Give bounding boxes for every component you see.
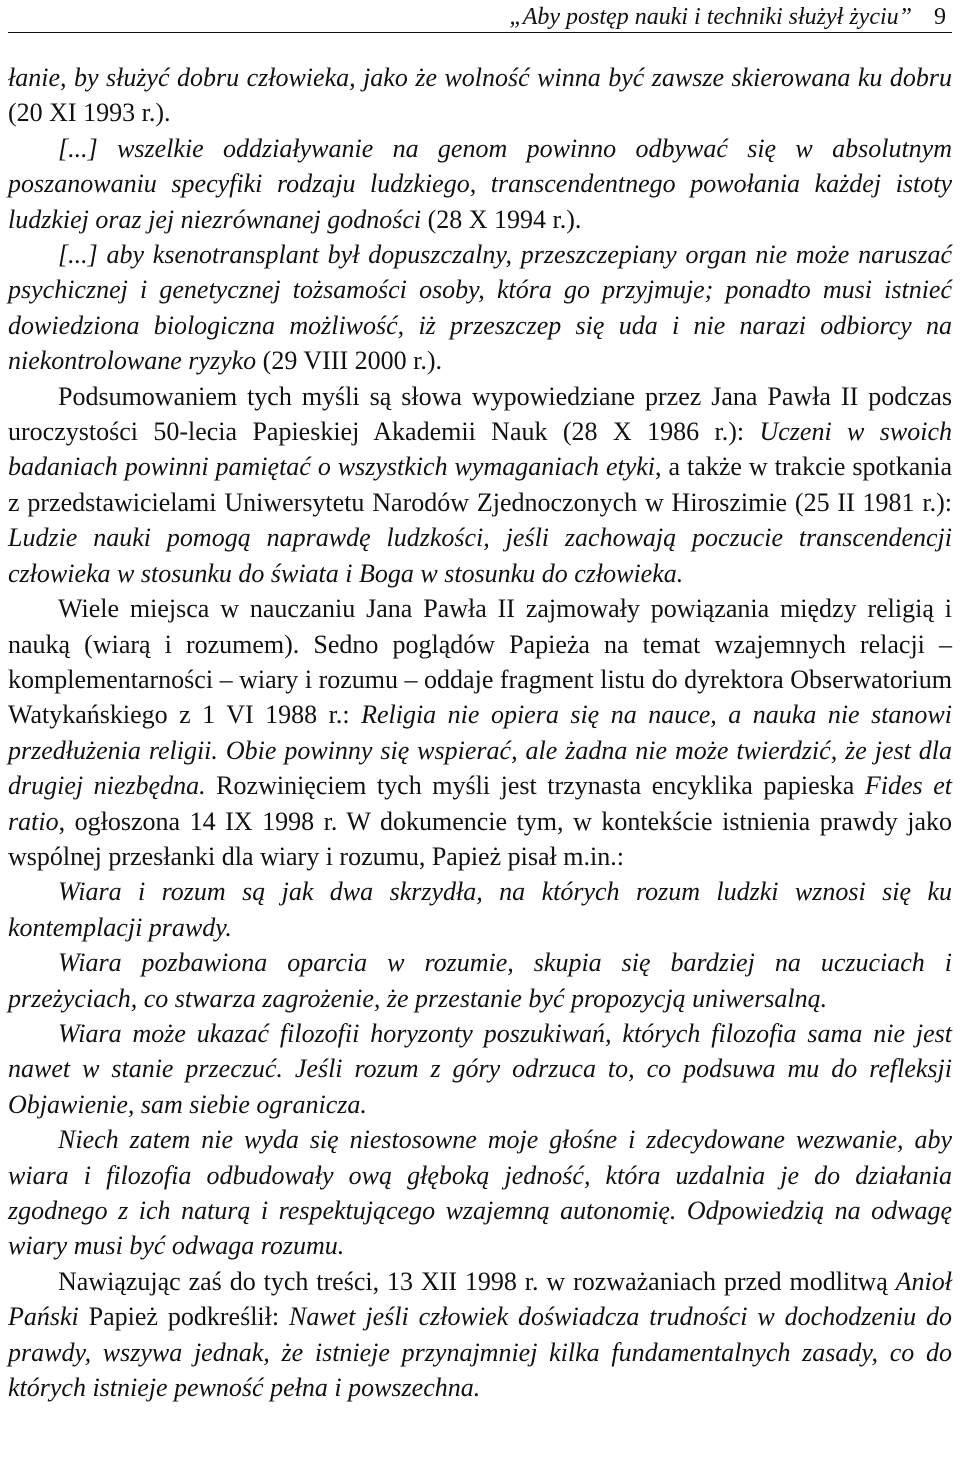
- paragraph: [8, 945, 952, 1016]
- italic-run: Niech zatem nie wyda się niestosowne moje głośne i zdecydowane wezwanie, aby wiara i filozofia odbudowały ową głęboką jedność, która uzdalnia je do działania zgodnego z ich naturą i respektującego wzajemną autonomię. Odpowiedzią na odwagę wiary musi być odwaga rozumu.: [8, 1125, 952, 1261]
- italic-run: Wiara pozbawiona oparcia w rozumie, skupia się bardziej na uczuciach i przeżyciach, co stwarza zagrożenie, że przestanie być propozycją uniwersalną.: [8, 948, 952, 1013]
- text-run: Wiele miejsca w nauczaniu Jana Pawła II zajmowały powiązania między religią i nauką (wiarą i rozumem). Sedno poglądów Papieża na temat wzajemnych relacji – komplementarności – wiary i rozumu – oddaje fragment listu do dyrektora Obserwatorium Watykańskiego z 1 VI 1988 r.:: [8, 594, 952, 730]
- italic-run: Wiara i rozum są jak dwa skrzydła, na których rozum ludzki wznosi się ku kontemplacji prawdy.: [8, 877, 952, 942]
- page-number: 9: [934, 4, 946, 30]
- paragraph: [8, 131, 952, 237]
- paragraph: [8, 591, 952, 874]
- italic-run: łanie, by służyć dobru człowieka, jako że wolność winna być zawsze skierowana ku dobru: [8, 63, 952, 92]
- text-run: , ogłoszona 14 IX 1998 r. W dokumencie tym, w kontekście istnienia prawdy jako wspólnej przesłanki dla wiary i rozumu, Papież pisał m.in.:: [8, 806, 952, 871]
- paragraph: [8, 1264, 952, 1406]
- paragraph: [8, 1122, 952, 1264]
- italic-run: [...] aby ksenotransplant był dopuszczalny, przeszczepiany organ nie może naruszać psychicznej i genetycznej tożsamości osoby, która go przyjmuje; ponadto musi istnieć dowiedziona biologiczna możliwość, iż przeszczep się uda i nie narazi odbiorcy na niekontrolowane ryzyko: [8, 240, 952, 376]
- text-run: Nawiązując zaś do tych treści, 13 XII 1998 r. w rozważaniach przed modlitwą: [58, 1266, 896, 1296]
- text-run: , a także w trakcie spotkania z przedstawicielami Uniwersytetu Narodów Zjednoczonych w Hiroszimie (25 II 1981 r.):: [8, 452, 953, 517]
- running-head: „Aby postęp nauki i techniki służył życiu”: [509, 4, 912, 30]
- paragraph: [8, 874, 952, 945]
- italic-run: Anioł Pański: [8, 1266, 952, 1332]
- paragraph: [8, 60, 952, 131]
- body-text: [8, 60, 952, 1405]
- italic-run: Fides et ratio: [8, 771, 952, 836]
- text-run: (29 VIII 2000 r.).: [262, 346, 442, 376]
- text-run: (28 X 1994 r.).: [427, 204, 582, 234]
- text-run: Podsumowaniem tych myśli są słowa wypowiedziane przez Jana Pawła II podczas uroczystości 50-lecia Papieskiej Akademii Nauk (28 X 1986 r.):: [8, 381, 952, 447]
- italic-run: Nawet jeśli człowiek doświadcza trudności w dochodzeniu do prawdy, wszywa jednak, że istnieje przynajmniej kilka fundamentalnych zasady, co do których istnieje pewność pełna i powszechna.: [8, 1302, 953, 1403]
- text-run: Rozwinięciem tych myśli jest trzynasta encyklika papieska: [205, 771, 865, 801]
- text-run: (20 XI 1993 r.).: [8, 98, 171, 128]
- page-header: [8, 0, 952, 33]
- paragraph: [8, 237, 952, 379]
- paragraph: [8, 379, 952, 591]
- italic-run: Ludzie nauki pomogą naprawdę ludzkości, jeśli zachowają poczucie transcendencji człowieka w stosunku do świata i Boga w stosunku do człowieka.: [8, 523, 952, 588]
- paragraph: [8, 1016, 952, 1122]
- text-run: Papież podkreślił:: [78, 1302, 290, 1332]
- italic-run: Uczeni w swoich badaniach powinni pamiętać o wszystkich wymaganiach etyki: [8, 417, 952, 482]
- italic-run: Religia nie opiera się na nauce, a nauka nie stanowi przedłużenia religii. Obie powinny się wspierać, ale żadna nie może twierdzić, że jest dla drugiej niezbędna.: [8, 700, 952, 801]
- italic-run: [...] wszelkie oddziaływanie na genom powinno odbywać się w absolutnym poszanowaniu specyfiki rodzaju ludzkiego, transcendentnego powołania każdej istoty ludzkiej oraz jej niezrównanej godności: [8, 133, 952, 234]
- italic-run: Wiara może ukazać filozofii horyzonty poszukiwań, których filozofia sama nie jest nawet w stanie przeczuć. Jeśli rozum z góry odrzuca to, co podsuwa mu do refleksji Objawienie, sam siebie ogranicza.: [8, 1018, 952, 1119]
